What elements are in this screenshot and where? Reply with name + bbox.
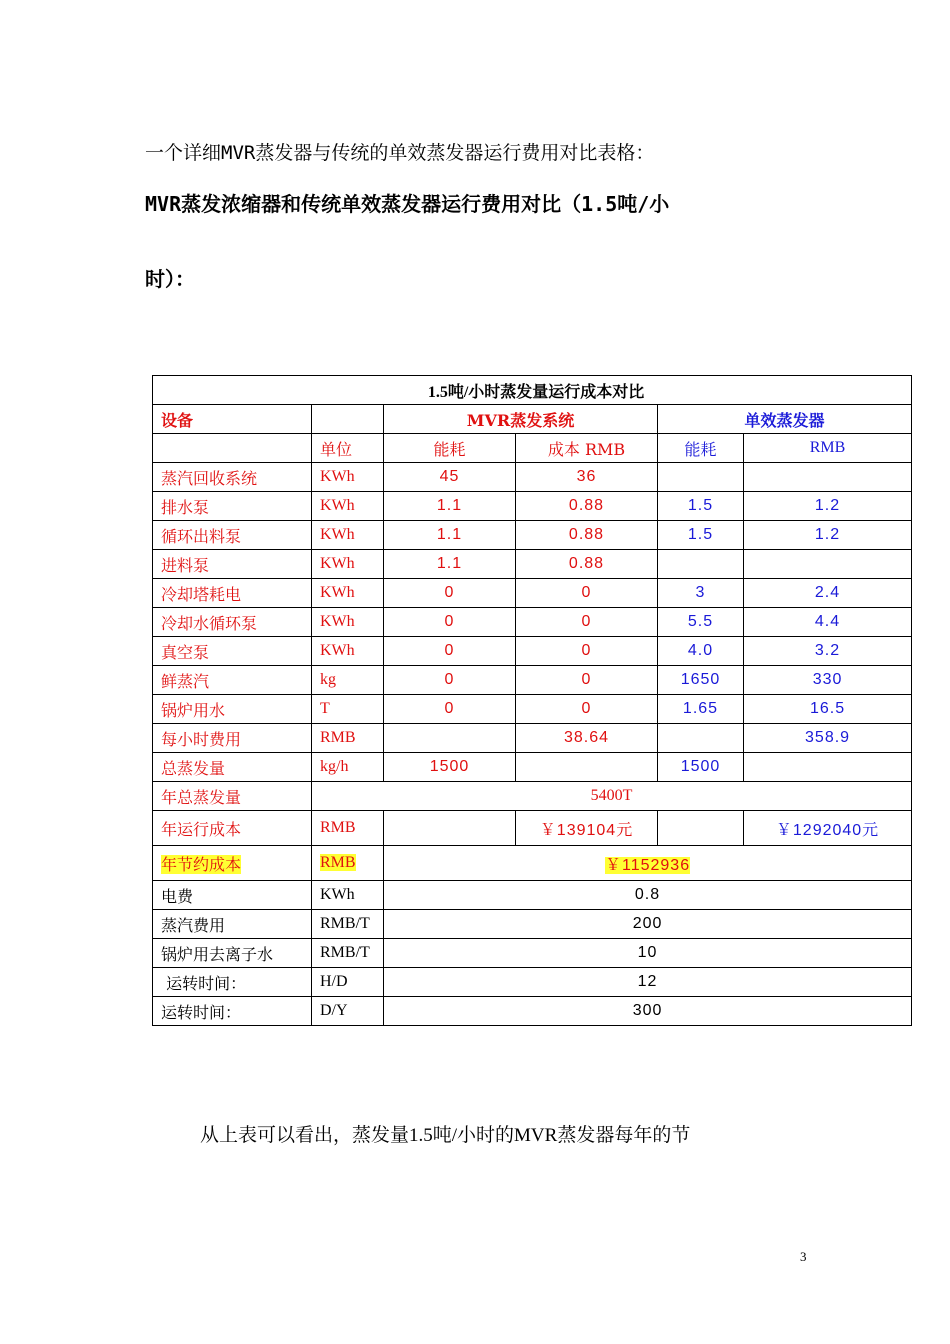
parameter-unit: KWh bbox=[312, 881, 384, 910]
mvr-cost-value: 0 bbox=[516, 637, 658, 666]
item-unit: KWh bbox=[312, 521, 384, 550]
intro-text: 一个详细MVR蒸发器与传统的单效蒸发器运行费用对比表格： bbox=[145, 142, 655, 164]
table-row bbox=[153, 753, 912, 782]
parameter-value: 200 bbox=[384, 910, 912, 939]
parameter-value: 0.8 bbox=[384, 881, 912, 910]
mvr-cost-value: 0 bbox=[516, 695, 658, 724]
table-row bbox=[153, 463, 912, 492]
mvr-cost-value bbox=[516, 753, 658, 782]
parameter-name: 锅炉用去离子水 bbox=[153, 939, 312, 968]
item-unit: KWh bbox=[312, 492, 384, 521]
single-energy-value bbox=[658, 724, 744, 753]
item-unit: KWh bbox=[312, 550, 384, 579]
item-unit: KWh bbox=[312, 463, 384, 492]
single-energy-value: 1500 bbox=[658, 753, 744, 782]
parameter-unit: RMB/T bbox=[312, 910, 384, 939]
heading-line-2: 时）： bbox=[145, 267, 195, 291]
equipment-header: 设备 bbox=[153, 405, 312, 434]
single-energy-value: 1.5 bbox=[658, 521, 744, 550]
annual-saving-label-cell bbox=[153, 846, 312, 881]
item-unit: KWh bbox=[312, 608, 384, 637]
table-title-row bbox=[153, 376, 912, 405]
annual-saving-unit-cell bbox=[312, 846, 384, 881]
single-annual-cost: ￥1292040元 bbox=[744, 811, 912, 846]
annual-cost-unit: RMB bbox=[312, 811, 384, 846]
mvr-system-header: MVR蒸发系统 bbox=[384, 405, 658, 434]
mvr-cost-value: 36 bbox=[516, 463, 658, 492]
parameter-name: 蒸汽费用 bbox=[153, 910, 312, 939]
annual-cost-label: 年运行成本 bbox=[153, 811, 312, 846]
annual-saving-value-cell bbox=[384, 846, 912, 881]
annual-evaporation-value: 5400T bbox=[312, 782, 912, 811]
single-cost-header: RMB bbox=[744, 434, 912, 463]
parameter-value: 10 bbox=[384, 939, 912, 968]
parameter-name: 运转时间： bbox=[153, 968, 312, 997]
annual-saving-value: ￥1152936 bbox=[604, 856, 691, 874]
table-row bbox=[153, 666, 912, 695]
parameter-value: 300 bbox=[384, 997, 912, 1026]
parameter-value: 12 bbox=[384, 968, 912, 997]
single-cost-value: 3.2 bbox=[744, 637, 912, 666]
item-unit: RMB bbox=[312, 724, 384, 753]
annual-saving-label: 年节约成本 bbox=[161, 854, 242, 874]
single-cost-value: 2.4 bbox=[744, 579, 912, 608]
single-energy-value: 1650 bbox=[658, 666, 744, 695]
cost-comparison-table bbox=[152, 375, 912, 1026]
table-row bbox=[153, 724, 912, 753]
mvr-energy-value: 1.1 bbox=[384, 550, 516, 579]
mvr-energy-value: 0 bbox=[384, 695, 516, 724]
closing-paragraph: 从上表可以看出，蒸发量1.5吨/小时的MVR蒸发器每年的节 bbox=[200, 1125, 691, 1146]
table-row bbox=[153, 492, 912, 521]
item-name: 总蒸发量 bbox=[153, 753, 312, 782]
parameter-name: 电费 bbox=[153, 881, 312, 910]
mvr-energy-value: 0 bbox=[384, 666, 516, 695]
item-name: 鲜蒸汽 bbox=[153, 666, 312, 695]
parameter-row bbox=[153, 910, 912, 939]
single-cost-value: 1.2 bbox=[744, 492, 912, 521]
single-energy-value: 4.0 bbox=[658, 637, 744, 666]
mvr-energy-value: 0 bbox=[384, 579, 516, 608]
annual-saving-unit: RMB bbox=[320, 854, 356, 871]
heading-line-1: MVR蒸发浓缩器和传统单效蒸发器运行费用对比（1.5吨/小 bbox=[145, 192, 670, 216]
single-cost-value bbox=[744, 753, 912, 782]
mvr-energy-value: 45 bbox=[384, 463, 516, 492]
single-cost-value bbox=[744, 463, 912, 492]
item-name: 进料泵 bbox=[153, 550, 312, 579]
single-energy-value bbox=[658, 463, 744, 492]
item-name: 每小时费用 bbox=[153, 724, 312, 753]
item-unit: kg/h bbox=[312, 753, 384, 782]
item-name: 冷却塔耗电 bbox=[153, 579, 312, 608]
item-unit: T bbox=[312, 695, 384, 724]
mvr-cost-value: 0.88 bbox=[516, 521, 658, 550]
mvr-energy-value: 0 bbox=[384, 608, 516, 637]
table-row bbox=[153, 521, 912, 550]
mvr-energy-value: 1.1 bbox=[384, 492, 516, 521]
single-cost-value: 1.2 bbox=[744, 521, 912, 550]
item-unit: KWh bbox=[312, 637, 384, 666]
single-cost-value: 330 bbox=[744, 666, 912, 695]
parameter-unit: RMB/T bbox=[312, 939, 384, 968]
unit-header: 单位 bbox=[312, 434, 384, 463]
mvr-cost-value: 0 bbox=[516, 579, 658, 608]
annual-cost-row bbox=[153, 811, 912, 846]
parameter-unit: D/Y bbox=[312, 997, 384, 1026]
single-cost-value: 4.4 bbox=[744, 608, 912, 637]
single-cost-value: 358.9 bbox=[744, 724, 912, 753]
single-cost-value: 16.5 bbox=[744, 695, 912, 724]
parameter-name: 运转时间： bbox=[153, 997, 312, 1026]
parameter-row bbox=[153, 881, 912, 910]
single-energy-header: 能耗 bbox=[658, 434, 744, 463]
parameter-row bbox=[153, 939, 912, 968]
mvr-energy-value: 1.1 bbox=[384, 521, 516, 550]
mvr-cost-value: 0 bbox=[516, 666, 658, 695]
mvr-annual-cost: ￥139104元 bbox=[516, 811, 658, 846]
page-number: 3 bbox=[800, 1249, 807, 1264]
table-row bbox=[153, 637, 912, 666]
item-unit: kg bbox=[312, 666, 384, 695]
single-energy-value: 5.5 bbox=[658, 608, 744, 637]
mvr-cost-value: 0.88 bbox=[516, 550, 658, 579]
table-row bbox=[153, 550, 912, 579]
group-header-row bbox=[153, 405, 912, 434]
mvr-cost-value: 38.64 bbox=[516, 724, 658, 753]
single-cost-value bbox=[744, 550, 912, 579]
item-unit: KWh bbox=[312, 579, 384, 608]
item-name: 循环出料泵 bbox=[153, 521, 312, 550]
mvr-cost-value: 0.88 bbox=[516, 492, 658, 521]
parameter-row bbox=[153, 968, 912, 997]
mvr-energy-value bbox=[384, 724, 516, 753]
table-row bbox=[153, 579, 912, 608]
annual-evaporation-row bbox=[153, 782, 912, 811]
single-effect-header: 单效蒸发器 bbox=[658, 405, 912, 434]
single-energy-value: 1.65 bbox=[658, 695, 744, 724]
table-row bbox=[153, 608, 912, 637]
mvr-energy-value: 0 bbox=[384, 637, 516, 666]
mvr-cost-header: 成本 RMB bbox=[516, 434, 658, 463]
mvr-energy-value: 1500 bbox=[384, 753, 516, 782]
single-energy-value bbox=[658, 550, 744, 579]
sub-header-row bbox=[153, 434, 912, 463]
item-name: 冷却水循环泵 bbox=[153, 608, 312, 637]
table-row bbox=[153, 695, 912, 724]
single-energy-value: 1.5 bbox=[658, 492, 744, 521]
mvr-energy-header: 能耗 bbox=[384, 434, 516, 463]
parameter-unit: H/D bbox=[312, 968, 384, 997]
annual-saving-row bbox=[153, 846, 912, 881]
item-name: 蒸汽回收系统 bbox=[153, 463, 312, 492]
table-title: 1.5吨/小时蒸发量运行成本对比 bbox=[153, 376, 912, 405]
item-name: 真空泵 bbox=[153, 637, 312, 666]
item-name: 排水泵 bbox=[153, 492, 312, 521]
annual-evaporation-label: 年总蒸发量 bbox=[153, 782, 312, 811]
single-energy-value: 3 bbox=[658, 579, 744, 608]
parameter-row bbox=[153, 997, 912, 1026]
item-name: 锅炉用水 bbox=[153, 695, 312, 724]
mvr-cost-value: 0 bbox=[516, 608, 658, 637]
